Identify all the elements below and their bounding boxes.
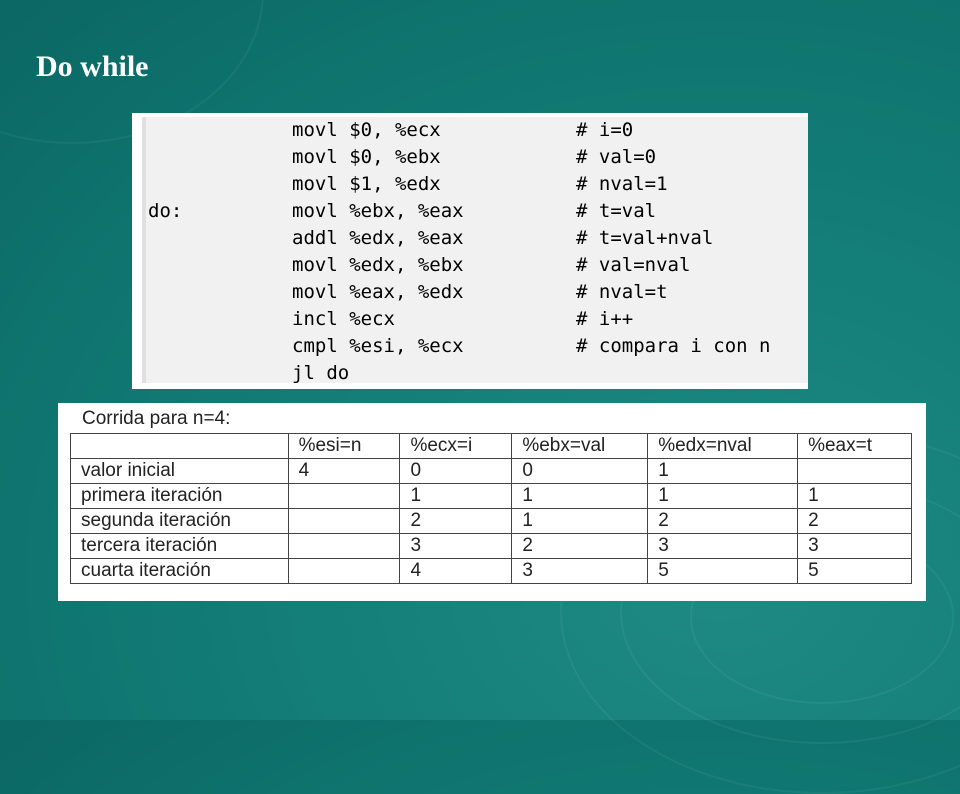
code-instruction: movl %ebx, %eax — [292, 200, 464, 222]
trace-table-caption: Corrida para n=4: — [82, 408, 231, 429]
code-instruction: movl %eax, %edx — [292, 281, 464, 303]
table-cell: 1 — [798, 484, 912, 509]
code-comment: # val=nval — [576, 254, 691, 276]
code-listing-panel — [132, 113, 808, 389]
row-label: primera iteración — [71, 484, 289, 509]
trace-table-panel — [58, 403, 926, 601]
code-line — [146, 117, 808, 144]
table-row — [71, 459, 912, 484]
code-comment: # val=0 — [576, 146, 657, 168]
trace-header-row — [71, 434, 912, 459]
code-instruction: movl $1, %edx — [292, 173, 441, 195]
table-cell: 0 — [400, 459, 512, 484]
code-line — [146, 252, 808, 279]
code-instruction: movl %edx, %ebx — [292, 254, 464, 276]
slide-title: Do while — [36, 50, 149, 83]
table-cell: 5 — [648, 559, 798, 584]
table-cell — [288, 559, 400, 584]
table-cell: 1 — [648, 484, 798, 509]
table-cell: 1 — [648, 459, 798, 484]
row-label: segunda iteración — [71, 509, 289, 534]
table-cell: 3 — [798, 534, 912, 559]
table-row — [71, 509, 912, 534]
code-line — [146, 198, 808, 225]
code-line — [146, 225, 808, 252]
code-comment: # nval=1 — [576, 173, 668, 195]
trace-table — [70, 433, 912, 584]
table-row — [71, 484, 912, 509]
code-comment: # i=0 — [576, 119, 634, 141]
table-cell: 3 — [512, 559, 648, 584]
table-cell: 4 — [288, 459, 400, 484]
column-header: %ecx=i — [400, 434, 512, 459]
table-cell: 2 — [400, 509, 512, 534]
table-cell: 2 — [798, 509, 912, 534]
table-cell: 1 — [400, 484, 512, 509]
table-row — [71, 534, 912, 559]
code-line — [146, 144, 808, 171]
table-cell: 3 — [400, 534, 512, 559]
code-instruction: addl %edx, %eax — [292, 227, 464, 249]
code-instruction: movl $0, %ebx — [292, 146, 441, 168]
code-label: do: — [148, 200, 183, 222]
column-header — [71, 434, 289, 459]
code-line — [146, 306, 808, 333]
column-header: %esi=n — [288, 434, 400, 459]
table-cell: 5 — [798, 559, 912, 584]
table-cell: 1 — [512, 484, 648, 509]
table-cell: 2 — [512, 534, 648, 559]
code-instruction: jl do — [292, 362, 350, 384]
code-line — [146, 171, 808, 198]
code-comment: # nval=t — [576, 281, 668, 303]
column-header: %edx=nval — [648, 434, 798, 459]
code-instruction: movl $0, %ecx — [292, 119, 441, 141]
table-cell: 3 — [648, 534, 798, 559]
code-line — [146, 333, 808, 360]
row-label: tercera iteración — [71, 534, 289, 559]
code-listing — [142, 117, 808, 383]
table-cell: 4 — [400, 559, 512, 584]
row-label: cuarta iteración — [71, 559, 289, 584]
code-line — [146, 360, 808, 387]
column-header: %ebx=val — [512, 434, 648, 459]
table-cell — [288, 534, 400, 559]
table-cell: 2 — [648, 509, 798, 534]
table-row — [71, 559, 912, 584]
code-instruction: incl %ecx — [292, 308, 395, 330]
code-comment: # t=val — [576, 200, 657, 222]
table-cell: 1 — [512, 509, 648, 534]
table-cell — [288, 509, 400, 534]
code-instruction: cmpl %esi, %ecx — [292, 335, 464, 357]
code-comment: # compara i con n — [576, 335, 771, 357]
column-header: %eax=t — [798, 434, 912, 459]
table-cell — [288, 484, 400, 509]
table-cell — [798, 459, 912, 484]
code-comment: # i++ — [576, 308, 634, 330]
code-comment: # t=val+nval — [576, 227, 714, 249]
row-label: valor inicial — [71, 459, 289, 484]
code-line — [146, 279, 808, 306]
table-cell: 0 — [512, 459, 648, 484]
